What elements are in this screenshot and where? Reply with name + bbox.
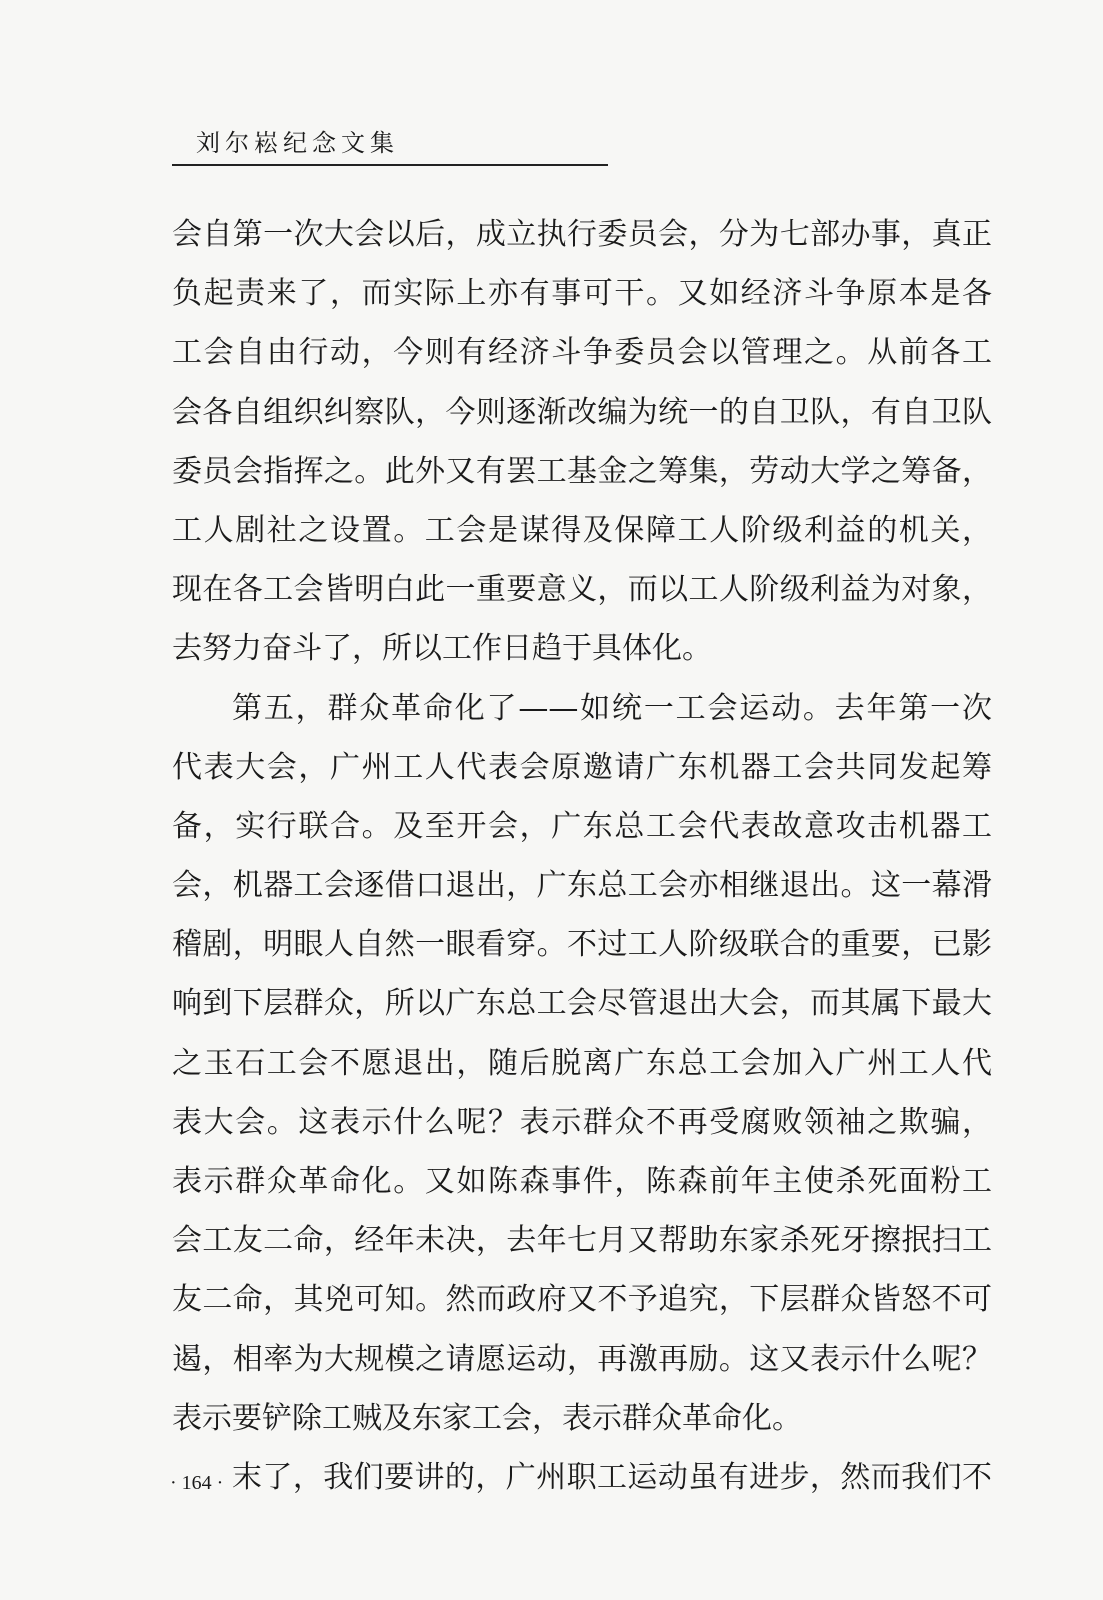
text-line: 工会自由行动，今则有经济斗争委员会以管理之。从前各工 — [172, 335, 992, 371]
text-line: 委员会指挥之。此外又有罢工基金之筹集，劳动大学之筹备， — [172, 453, 992, 489]
text-line: 末了，我们要讲的，广州职工运动虽有进步，然而我们不 — [232, 1459, 992, 1495]
text-line: 去努力奋斗了，所以工作日趋于具体化。 — [172, 631, 712, 667]
running-header — [172, 124, 608, 166]
text-line: 会工友二命，经年未决，去年七月又帮助东家杀死牙擦抿扫工 — [172, 1223, 992, 1259]
text-line: 表示群众革命化。又如陈森事件，陈森前年主使杀死面粉工 — [172, 1164, 992, 1199]
text-line: 会各自组织纠察队，今则逐渐改编为统一的自卫队，有自卫队 — [172, 394, 992, 430]
book-title: 刘尔崧纪念文集 — [196, 129, 399, 157]
text-line: 现在各工会皆明白此一重要意义，而以工人阶级利益为对象， — [172, 572, 992, 608]
text-line: 会，机器工会逐借口退出，广东总工会亦相继退出。这一幕滑 — [172, 868, 992, 904]
text-line: 之玉石工会不愿退出，随后脱离广东总工会加入广州工人代 — [172, 1045, 992, 1081]
page-number: · 164 · — [170, 1472, 224, 1494]
text-line: 响到下层群众，所以广东总工会尽管退出大会，而其属下最大 — [172, 986, 992, 1022]
text-line: 表示要铲除工贼及东家工会，表示群众革命化。 — [172, 1400, 802, 1436]
text-line: 稽剧，明眼人自然一眼看穿。不过工人阶级联合的重要，已影 — [172, 927, 992, 963]
text-line: 备，实行联合。及至开会，广东总工会代表故意攻击机器工 — [172, 808, 992, 844]
text-line: 代表大会，广州工人代表会原邀请广东机器工会共同发起筹 — [172, 749, 992, 785]
text-line: 工人剧社之设置。工会是谋得及保障工人阶级利益的机关， — [172, 512, 992, 548]
text-line: 会自第一次大会以后，成立执行委员会，分为七部办事，真正 — [172, 217, 992, 252]
body-text — [172, 212, 992, 1514]
text-line: 遏，相率为大规模之请愿运动，再激再励。这又表示什么呢？ — [172, 1341, 992, 1377]
text-line: 表大会。这表示什么呢？表示群众不再受腐败领袖之欺骗， — [172, 1104, 992, 1140]
text-line: 负起责来了，而实际上亦有事可干。又如经济斗争原本是各 — [172, 276, 992, 312]
text-line: 友二命，其兇可知。然而政府又不予追究，下层群众皆怒不可 — [172, 1282, 992, 1318]
text-line: 第五，群众革命化了——如统一工会运动。去年第一次 — [232, 690, 992, 726]
